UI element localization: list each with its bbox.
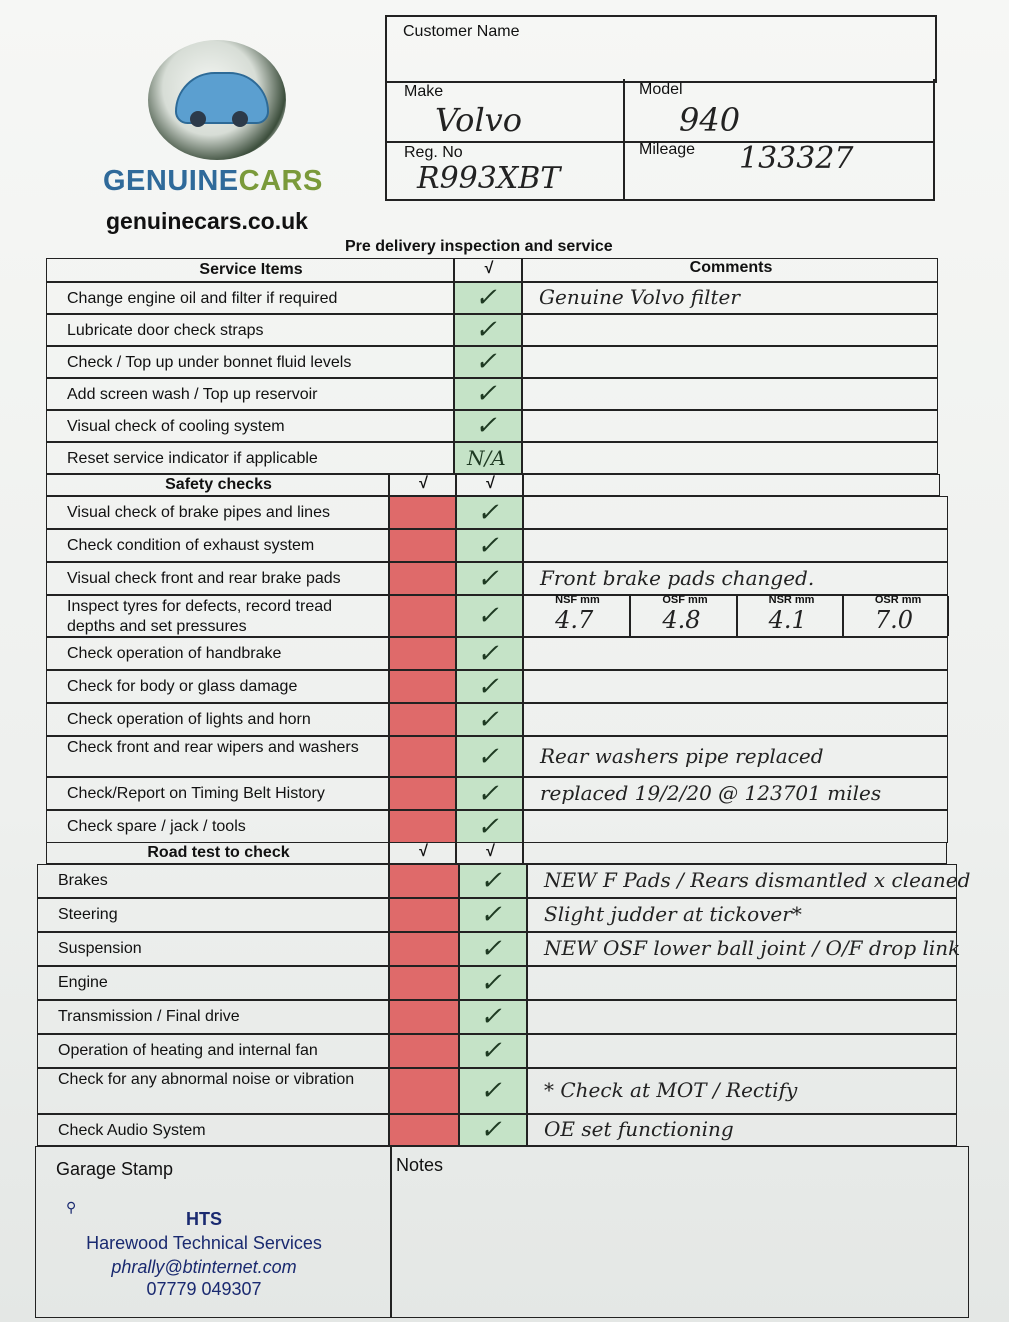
service-row [46, 410, 938, 442]
safety-item-cell [46, 736, 389, 777]
model-label: Model [639, 81, 683, 98]
road-tick1-heading: √ [419, 843, 428, 860]
tyre-depth-value: 4.8 [662, 606, 701, 634]
service-comment-cell [522, 282, 938, 314]
checkmark-icon: ✓ [480, 934, 502, 964]
road-comment-cell [527, 1000, 957, 1034]
tyre-depth-label: OSF mm [662, 594, 708, 606]
road-row [37, 1000, 957, 1034]
make-value: Volvo [435, 101, 523, 139]
safety-row [46, 736, 948, 777]
form-title: Pre delivery inspection and service [345, 238, 613, 255]
safety-comment: replaced 19/2/20 @ 123701 miles [540, 780, 882, 805]
safety-comment: Rear washers pipe replaced [540, 743, 824, 768]
road-comment: OE set functioning [544, 1117, 734, 1141]
safety-row [46, 703, 948, 736]
safety-item-label: Visual check front and rear brake pads [67, 570, 341, 587]
comments-heading: Comments [689, 259, 773, 276]
road-item-label: Brakes [58, 872, 108, 889]
tyre-depth-cell [524, 596, 630, 636]
safety-comment-cell [523, 496, 948, 529]
service-tick-cell[interactable] [454, 314, 522, 346]
tyre-depth-value: 4.7 [555, 606, 594, 634]
road-row [37, 966, 957, 1000]
notes-label: Notes [396, 1155, 444, 1175]
service-comment: Genuine Volvo filter [539, 285, 740, 309]
checkmark-icon: ✓ [477, 497, 499, 528]
wheel-icon [190, 111, 206, 127]
service-row [46, 314, 938, 346]
tyre-depth-value: 7.0 [874, 606, 914, 634]
safety-item-label: Check for body or glass damage [67, 678, 298, 695]
road-tick-cell[interactable] [459, 1068, 527, 1114]
model-value: 940 [679, 101, 741, 139]
road-row [37, 864, 971, 898]
garage-stamp-box [35, 1146, 391, 1318]
safety-row [46, 637, 948, 670]
service-tick-cell[interactable] [454, 410, 522, 442]
mileage-box [621, 141, 935, 201]
road-comment-cell [527, 966, 957, 1000]
notes-box [391, 1146, 969, 1318]
road-tick-cell[interactable] [459, 898, 527, 932]
safety-check-cell[interactable] [389, 736, 456, 777]
mileage-label: Mileage [639, 141, 696, 158]
road-item-label: Check for any abnormal noise or vibration [58, 1071, 355, 1088]
road-item-cell [37, 1068, 389, 1114]
safety-item-cell [46, 777, 389, 810]
road-row [37, 1034, 957, 1068]
safety-check-cell[interactable] [389, 670, 456, 703]
road-item-cell [37, 1000, 389, 1034]
service-item-label: Change engine oil and filter if required [67, 290, 338, 307]
tyre-depth-cell [843, 596, 949, 636]
service-comment-cell [522, 314, 938, 346]
safety-tick-cell[interactable] [456, 595, 523, 637]
safety-tick-cell[interactable] [456, 703, 523, 736]
checkmark-icon: ✓ [480, 968, 502, 998]
safety-tick-cell[interactable] [456, 736, 523, 777]
road-check-cell[interactable] [389, 1000, 459, 1034]
road-row [37, 1068, 957, 1114]
safety-item-cell [46, 562, 389, 595]
road-row [37, 932, 961, 966]
safety-tick-cell[interactable] [456, 777, 523, 810]
safety-check-cell[interactable] [389, 637, 456, 670]
service-heading: Service Items [199, 261, 303, 278]
safety-check-cell[interactable] [389, 595, 456, 637]
service-tick-heading-cell [454, 258, 522, 282]
make-box [385, 79, 625, 143]
service-item-cell [46, 282, 454, 314]
safety-item-cell [46, 670, 389, 703]
website: genuinecars.co.uk [106, 208, 308, 234]
road-comment-cell [527, 1114, 957, 1146]
safety-item-label: Check condition of exhaust system [67, 537, 315, 554]
service-item-cell [46, 410, 454, 442]
road-comment: Slight judder at tickover* [544, 902, 802, 926]
checkmark-icon: ✓ [475, 347, 497, 377]
road-comment: * Check at MOT / Rectify [544, 1078, 798, 1102]
road-header-row [46, 842, 947, 864]
road-tick-cell[interactable] [459, 864, 527, 898]
checkmark-icon: ✓ [480, 1002, 502, 1032]
road-comment-cell [527, 898, 957, 932]
safety-item-cell [46, 595, 389, 637]
safety-item-label: Check front and rear wipers and washers [67, 739, 359, 756]
road-tick1-heading-cell [389, 842, 456, 864]
checkmark-icon: ✓ [477, 778, 499, 809]
service-row [46, 346, 938, 378]
customer-name-box [385, 15, 937, 83]
safety-comment-cell [523, 637, 948, 670]
service-item-label: Lubricate door check straps [67, 322, 264, 339]
service-item-cell [46, 346, 454, 378]
safety-tick2-heading-cell [456, 474, 523, 496]
safety-item-label: Check operation of handbrake [67, 645, 282, 662]
road-tick-cell[interactable] [459, 966, 527, 1000]
checkmark-icon: ✓ [475, 379, 497, 409]
service-row [46, 378, 938, 410]
stamp-email: phrally@btinternet.com [111, 1257, 297, 1277]
road-comment: NEW OSF lower ball joint / O/F drop link [544, 936, 961, 960]
safety-item-label: Check spare / jack / tools [67, 818, 246, 835]
safety-comment-cell [523, 529, 948, 562]
road-comment-cell [527, 1068, 957, 1114]
road-item-label: Engine [58, 974, 108, 991]
road-check-cell[interactable] [389, 1034, 459, 1068]
safety-item-cell [46, 703, 389, 736]
service-tick-heading: √ [484, 260, 494, 277]
checkmark-icon: ✓ [477, 601, 499, 631]
safety-tick-cell[interactable] [456, 496, 523, 529]
road-comments-heading-cell [523, 842, 947, 864]
road-check-cell[interactable] [389, 898, 459, 932]
safety-check-cell[interactable] [389, 562, 456, 595]
road-row [37, 898, 957, 932]
safety-tick-cell[interactable] [456, 562, 523, 595]
checkmark-icon: ✓ [475, 283, 497, 313]
safety-heading: Safety checks [165, 476, 272, 493]
garage-stamp-label: Garage Stamp [56, 1159, 174, 1179]
road-check-cell[interactable] [389, 1114, 459, 1146]
safety-row [46, 777, 948, 810]
road-tick-cell[interactable] [459, 1034, 527, 1068]
tyre-depth-cell [630, 596, 736, 636]
tyre-depth-label: NSF mm [555, 594, 600, 606]
safety-tick-cell[interactable] [456, 637, 523, 670]
road-item-cell [37, 898, 389, 932]
model-box [621, 79, 935, 143]
service-comment-cell [522, 410, 938, 442]
road-item-cell [37, 1034, 389, 1068]
safety-row [46, 595, 948, 637]
service-row [46, 442, 938, 474]
reg-label: Reg. No [404, 144, 463, 161]
road-tick2-heading-cell [456, 842, 523, 864]
checkmark-icon: ✓ [477, 530, 499, 561]
safety-header-row [46, 474, 940, 496]
safety-tick-cell[interactable] [456, 810, 523, 843]
tyre-depth-value: 4.1 [768, 606, 807, 634]
road-item-label: Suspension [58, 940, 142, 957]
brand-cars: CARS [238, 165, 323, 197]
safety-comment-cell [523, 595, 948, 637]
safety-tick-cell[interactable] [456, 670, 523, 703]
safety-check-cell[interactable] [389, 810, 456, 843]
checkmark-icon: ✓ [480, 1115, 502, 1145]
service-comment-cell [522, 346, 938, 378]
safety-tick2-heading: √ [486, 475, 495, 492]
make-label: Make [404, 83, 444, 100]
safety-row [46, 670, 948, 703]
road-item-label: Steering [58, 906, 118, 923]
tyre-depth-label: NSR mm [768, 594, 815, 606]
checkmark-icon: ✓ [477, 811, 499, 842]
stamp-phone: 07779 049307 [146, 1279, 262, 1299]
service-item-label: Reset service indicator if applicable [67, 450, 318, 467]
safety-comment-cell [523, 810, 948, 843]
service-heading-cell [46, 258, 454, 282]
road-check-cell[interactable] [389, 966, 459, 1000]
safety-tick1-heading-cell [389, 474, 456, 496]
road-tick-cell[interactable] [459, 932, 527, 966]
checkmark-icon: ✓ [477, 671, 499, 702]
service-tick-cell[interactable] [454, 346, 522, 378]
road-comment-cell [527, 932, 961, 966]
safety-row [46, 810, 948, 843]
mileage-value: 133327 [739, 141, 854, 176]
comments-heading-cell [522, 258, 938, 282]
checkmark-icon: ✓ [475, 315, 497, 345]
tyre-depth-label: OSR mm [874, 594, 922, 606]
road-check-cell[interactable] [389, 864, 459, 898]
checkmark-icon: ✓ [477, 563, 499, 594]
service-item-cell [46, 378, 454, 410]
checkmark-icon: ✓ [480, 1036, 502, 1066]
service-header-row [46, 258, 938, 282]
checkmark-icon: ✓ [475, 411, 497, 441]
service-item-cell [46, 314, 454, 346]
road-tick-cell[interactable] [459, 1114, 527, 1146]
reg-value: R993XBT [417, 161, 561, 196]
service-item-cell [46, 442, 454, 474]
brand-genuine: GENUINE [103, 165, 239, 197]
service-tick-cell[interactable] [454, 378, 522, 410]
road-check-cell[interactable] [389, 932, 459, 966]
safety-item-cell [46, 637, 389, 670]
stamp-logo-icon: ⚲ [66, 1199, 77, 1215]
safety-tick-cell[interactable] [456, 529, 523, 562]
safety-heading-cell [46, 474, 389, 496]
service-tick-cell[interactable] [454, 442, 522, 474]
safety-comment-cell [523, 670, 948, 703]
safety-check-cell[interactable] [389, 529, 456, 562]
service-item-label: Add screen wash / Top up reservoir [67, 386, 318, 403]
road-tick-cell[interactable] [459, 1000, 527, 1034]
safety-comment-cell [523, 736, 948, 777]
safety-comment-cell [523, 777, 948, 810]
road-heading-cell [46, 842, 389, 864]
road-comment: NEW F Pads / Rears dismantled x cleaned [544, 868, 971, 892]
checkmark-icon: ✓ [480, 1076, 502, 1106]
service-item-label: Visual check of cooling system [67, 418, 285, 435]
service-item-label: Check / Top up under bonnet fluid levels [67, 354, 352, 371]
safety-item-cell [46, 529, 389, 562]
customer-name-label: Customer Name [403, 23, 520, 40]
road-item-cell [37, 864, 389, 898]
safety-row [46, 529, 948, 562]
checkmark-icon: ✓ [480, 900, 502, 930]
safety-item-cell [46, 810, 389, 843]
service-comment-cell [522, 442, 938, 474]
road-item-cell [37, 932, 389, 966]
wheel-icon [232, 111, 248, 127]
checkmark-icon: ✓ [477, 704, 499, 735]
checkmark-icon: ✓ [477, 741, 499, 772]
safety-tick1-heading: √ [419, 475, 428, 492]
tyre-depth-cell [737, 596, 843, 636]
road-comment-cell [527, 1034, 957, 1068]
safety-item-label: Inspect tyres for defects, record tread depths and set pressures [67, 598, 333, 635]
road-item-label: Operation of heating and internal fan [58, 1042, 318, 1059]
safety-check-cell[interactable] [389, 703, 456, 736]
stamp-company-name: Harewood Technical Services [86, 1233, 322, 1253]
road-comment-cell [527, 864, 971, 898]
safety-item-label: Visual check of brake pipes and lines [67, 504, 330, 521]
safety-comments-heading-cell [523, 474, 940, 496]
brand-name [103, 165, 323, 198]
checkmark-icon: ✓ [480, 866, 502, 896]
safety-row [46, 562, 948, 595]
service-tick-cell[interactable] [454, 282, 522, 314]
road-item-label: Check Audio System [58, 1122, 206, 1139]
safety-comment-cell [523, 562, 948, 595]
safety-comment: Front brake pads changed. [540, 565, 815, 590]
safety-item-label: Check/Report on Timing Belt History [67, 785, 325, 802]
road-check-cell[interactable] [389, 1068, 459, 1114]
road-item-cell [37, 1114, 389, 1146]
stamp-company-short: HTS [186, 1209, 222, 1229]
safety-item-cell [46, 496, 389, 529]
road-row [37, 1114, 957, 1146]
service-row [46, 282, 938, 314]
not-applicable-mark: N/A [467, 446, 506, 470]
safety-check-cell[interactable] [389, 496, 456, 529]
checkmark-icon: ✓ [477, 638, 499, 669]
road-item-label: Transmission / Final drive [58, 1008, 240, 1025]
service-comment-cell [522, 378, 938, 410]
road-heading: Road test to check [147, 844, 290, 861]
reg-box [385, 141, 625, 201]
road-item-cell [37, 966, 389, 1000]
safety-check-cell[interactable] [389, 777, 456, 810]
safety-comment-cell [523, 703, 948, 736]
safety-item-label: Check operation of lights and horn [67, 711, 311, 728]
safety-row [46, 496, 948, 529]
road-tick2-heading: √ [486, 843, 495, 860]
